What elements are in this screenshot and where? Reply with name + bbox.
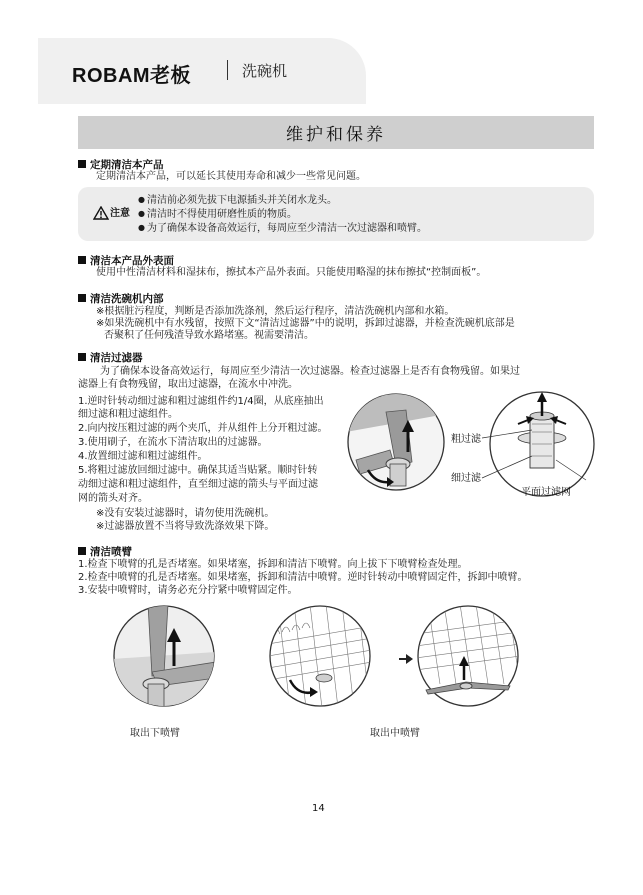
caption-lower-spray-arm: 取出下喷臂 <box>130 728 180 739</box>
middle-spray-arm-removed-illustration <box>416 604 520 708</box>
section-heading-clean-product: 定期清洁本产品 <box>78 157 164 172</box>
section-heading-exterior: 清洁本产品外表面 <box>78 253 174 268</box>
label-coarse-filter: 粗过滤 <box>451 434 481 445</box>
header-divider <box>227 60 228 80</box>
section-heading-interior: 清洁洗碗机内部 <box>78 291 164 306</box>
product-name: 洗碗机 <box>242 62 288 80</box>
spray-arm-line: 2.检查中喷臂的孔是否堵塞。如果堵塞，拆卸和清洁中喷臂。逆时针转动中喷臂固定件，拆卸中喷臂。 <box>78 572 528 583</box>
section-heading-spray-arm: 清洁喷臂 <box>78 544 132 559</box>
arrow-right-icon <box>398 652 414 666</box>
filter-note: ※没有安装过滤器时，请勿使用洗碗机。 <box>96 508 275 519</box>
clean-product-text: 定期清洁本产品，可以延长其使用寿命和减少一些常见问题。 <box>96 171 366 182</box>
filter-step: 动细过滤和粗过滤组件，直至细过滤的箭头与平面过滤 <box>78 479 318 490</box>
exterior-text: 使用中性清洁材料和湿抹布，擦拭本产品外表面。只能使用略湿的抹布擦拭“控制面板”。 <box>96 267 487 278</box>
filter-step: 3.使用刷子，在流水下清洁取出的过滤器。 <box>78 437 268 448</box>
page-title-bar <box>78 116 594 149</box>
caution-label: 注意 <box>110 208 130 219</box>
caution-item: ● 清洁时不得使用研磨性质的物质。 <box>138 207 297 222</box>
section-heading-filter: 清洁过滤器 <box>78 350 143 365</box>
spray-arm-line: 1.检查下喷臂的孔是否堵塞。如果堵塞，拆卸和清洁下喷臂。向上拔下下喷臂检查处理。 <box>78 559 468 570</box>
label-flat-filter: 平面过滤网 <box>521 487 571 498</box>
page-title: 维护和保养 <box>286 125 386 145</box>
interior-line: ※根据脏污程度，判断是否添加洗涤剂，然后运行程序，清洁洗碗机内部和水箱。 <box>96 306 455 317</box>
caption-middle-spray-arm: 取出中喷臂 <box>370 728 420 739</box>
filter-step: 5.将粗过滤放回细过滤中。确保其适当贴紧。顺时针转 <box>78 465 318 476</box>
page-number: 14 <box>312 803 325 814</box>
middle-spray-arm-rack-illustration <box>268 604 372 708</box>
filter-step: 1.逆时针转动细过滤和粗过滤组件约1/4圈，从底座抽出 <box>78 396 324 407</box>
warning-icon <box>93 206 109 220</box>
filter-intro-line: 滤器上有食物残留，取出过滤器，在流水中冲洗。 <box>78 379 298 390</box>
lower-spray-arm-illustration <box>112 604 216 708</box>
caution-item: ● 清洁前必须先拔下电源插头并关闭水龙头。 <box>138 193 337 208</box>
caution-item: ● 为了确保本设备高效运行，每周应至少清洁一次过滤器和喷臂。 <box>138 221 427 236</box>
filter-step: 细过滤和粗过滤组件。 <box>78 409 178 420</box>
filter-step: 4.放置细过滤和粗过滤组件。 <box>78 451 208 462</box>
filter-note: ※过滤器放置不当将导致洗涤效果下降。 <box>96 521 275 532</box>
filter-step: 网的箭头对齐。 <box>78 493 148 504</box>
interior-line: ※如果洗碗机中有水残留，按照下文“清洁过滤器”中的说明，拆卸过滤器，并检查洗碗机底部是 <box>96 318 515 329</box>
filter-intro-line: 为了确保本设备高效运行，每周应至少清洁一次过滤器。检查过滤器上是否有食物残留。如果过 <box>100 366 520 377</box>
interior-line: 否聚积了任何残渣导致水路堵塞。视需要清洁。 <box>104 330 314 341</box>
brand-logo: ROBAM老板 <box>72 65 192 87</box>
filter-removal-illustration <box>346 392 446 492</box>
filter-assembly-diagram <box>446 380 606 500</box>
spray-arm-line: 3.安装中喷臂时，请务必充分拧紧中喷臂固定件。 <box>78 585 298 596</box>
filter-step: 2.向内按压粗过滤的两个夹爪，并从组件上分开粗过滤。 <box>78 423 328 434</box>
label-fine-filter: 细过滤 <box>451 473 481 484</box>
